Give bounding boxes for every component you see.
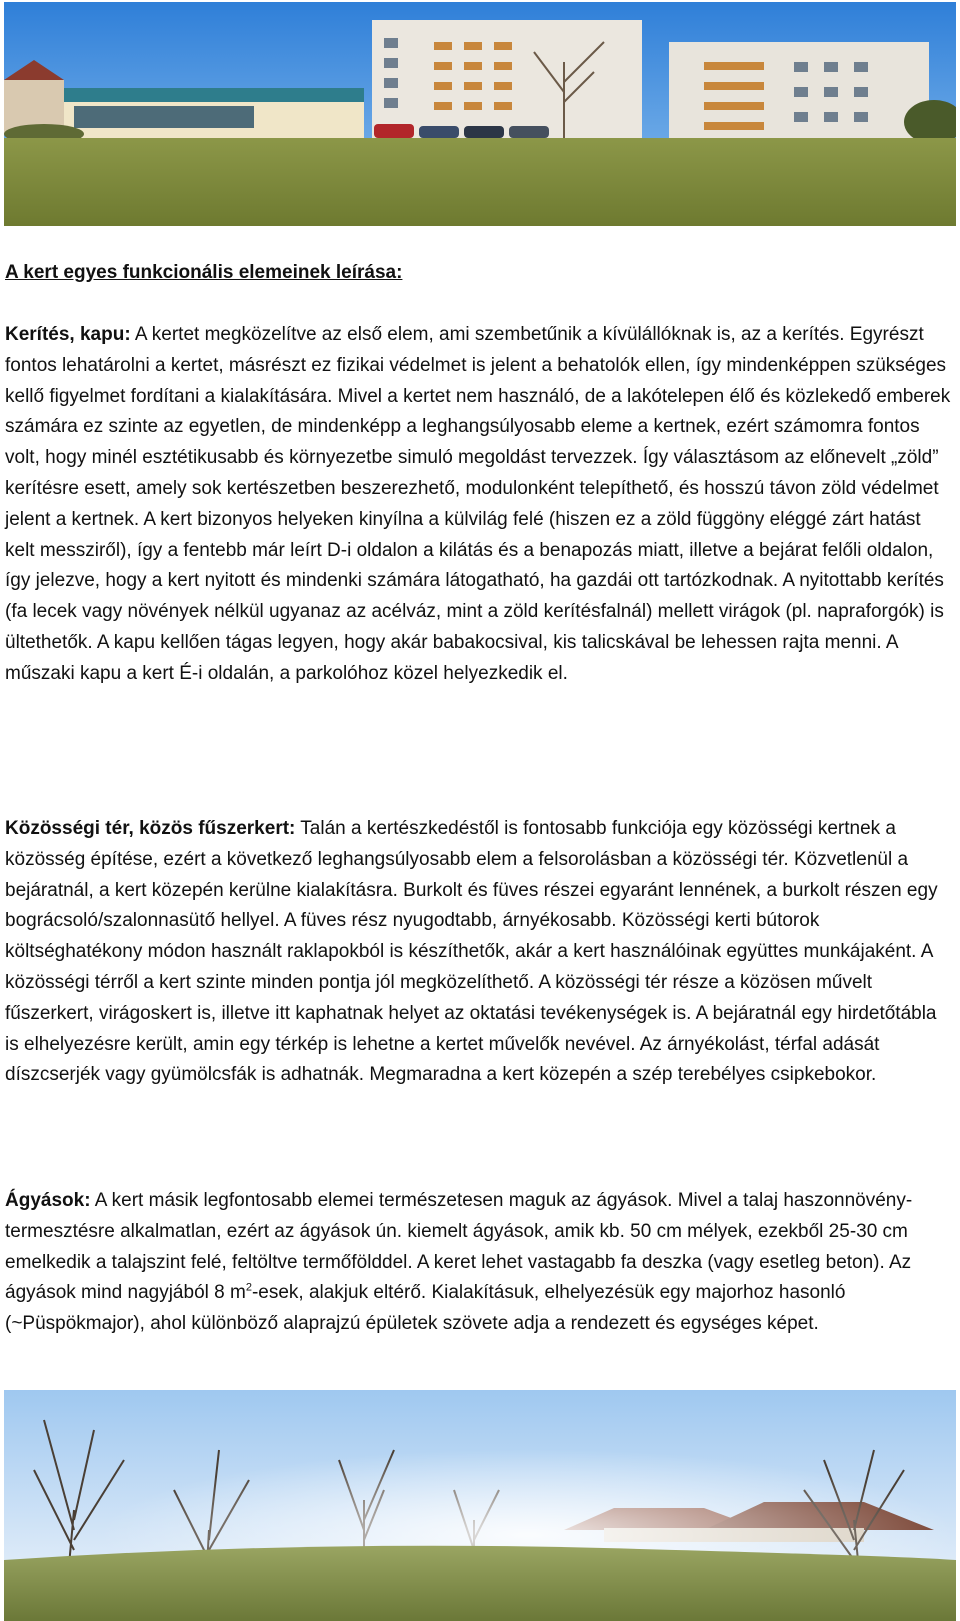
superscript-square: 2 [245, 1282, 252, 1295]
paragraph-body-garden-beds-part2: -esek, alakjuk eltérő. Kialakításuk, elhelyezésük egy majorhoz hasonló (~Püspökmajor), ahol különböző alaprajzú épületek szövete adja a rendezett és egységes képet. [5, 1282, 846, 1335]
paragraph-lead-fence-gate: Kerítés, kapu: [5, 324, 131, 345]
paragraph-lead-garden-beds: Ágyások: [5, 1190, 91, 1211]
photo-lawn-bare-trees [4, 1390, 956, 1621]
section-heading-block [5, 258, 955, 289]
document-heading: A kert egyes funkcionális elemeinek leírása: [5, 262, 403, 283]
paragraph-body-community-space: Talán a kertészkedéstől is fontosabb funkciója egy közösségi kertnek a közösség építése, ezért a következő leghangsúlyosabb elem a felsorolásban a közösségi tér. Közvetlenül a bejáratnál, a kert közepén kerülne kialakításra. Burkolt és füves részei egyaránt lennének, a burkolt részen egy bográcsoló/szalonnasütő hellyel. A füves rész nyugodtabb, árnyékosabb. Közösségi kerti bútorok költséghatékony módon használt raklapokból is készíthetők, akár a kert használóinak együttes munkájaként. A közösségi térről a kert szinte minden pontja jól megközelíthető. A közösségi tér része a közösen művelt fűszerkert, virágoskert is, illetve itt kaphatnak helyet az oktatási tevékenységek is. A bejáratnál egy hirdetőtábla is elhelyezésre került, amin egy térkép is lehetne a kertet művelők nevével. Az árnyékolást, térfal adását díszcserjék vagy gyümölcsfák is adhatnák. Megmaradna a kert közepén a szép terebélyes csipkebokor. [5, 818, 938, 1086]
paragraph-garden-beds [5, 1186, 955, 1340]
photo-housing-estate-lawn [4, 2, 956, 226]
housing-estate-illustration [4, 2, 956, 226]
paragraph-body-garden-beds-part1: A kert másik legfontosabb elemei természetesen maguk az ágyások. Mivel a talaj haszonnövény-termesztésre alkalmatlan, ezért az ágyások ún. kiemelt ágyások, amik kb. 50 cm mélyek, ezekből 25-30 cm emelkedik a talajszint felé, feltöltve termőfölddel. A keret lehet vastagabb fa deszka (vagy esetleg beton). Az ágyások mind nagyjából 8 m [5, 1190, 913, 1304]
paragraph-text [5, 320, 955, 690]
paragraph-body-fence-gate: A kertet megközelítve az első elem, ami szembetűnik a kívülállóknak is, az a kerítés. Egyrészt fontos lehatárolni a kertet, másrészt ez fizikai védelmet is jelent a behatolók ellen, így mindenképpen szükséges kellő figyelmet fordítani a kialakítására. Mivel a kertet nem használó, de a lakótelepen élő és közlekedő emberek számára ez szinte az egyetlen, de mindenképp a leghangsúlyosabb eleme a kertnek, ezért számomra fontos volt, hogy minél esztétikusabb és környezetbe simuló megoldást tervezzek. Így választásom az előnevelt „zöld” kerítésre esett, amely sok kertészetben beszerezhető, modulonként telepíthető, és hosszú távon zöld védelmet jelent a kertnek. A kert bizonyos helyeken kinyílna a külvilág felé (hiszen ez a zöld függöny eléggé zárt hatást kelt messziről), így a fentebb már leírt D-i oldalon a kilátás és a benapozás miatt, illetve a bejárat felőli oldalon, így jelezve, hogy a kert nyitott és mindenki számára látogatható, ha gazdái ott tartózkodnak. A nyitottabb kerítés (fa lecek vagy növények nélkül ugyanaz az acélváz, mint a zöld kerítésfalnál) mellett virágok (pl. napraforgók) is ültethetők. A kapu kellően tágas legyen, hogy akár babakocsival, kis talicskával be lehessen rajta menni. A műszaki kapu a kert É-i oldalán, a parkolóhoz közel helyezkedik el. [5, 324, 951, 684]
paragraph-text [5, 1186, 955, 1340]
paragraph-text [5, 814, 955, 1091]
paragraph-fence-gate [5, 320, 955, 690]
lawn-trees-illustration [4, 1390, 956, 1621]
paragraph-lead-community-space: Közösségi tér, közös fűszerkert: [5, 818, 296, 839]
paragraph-community-space [5, 814, 955, 1091]
